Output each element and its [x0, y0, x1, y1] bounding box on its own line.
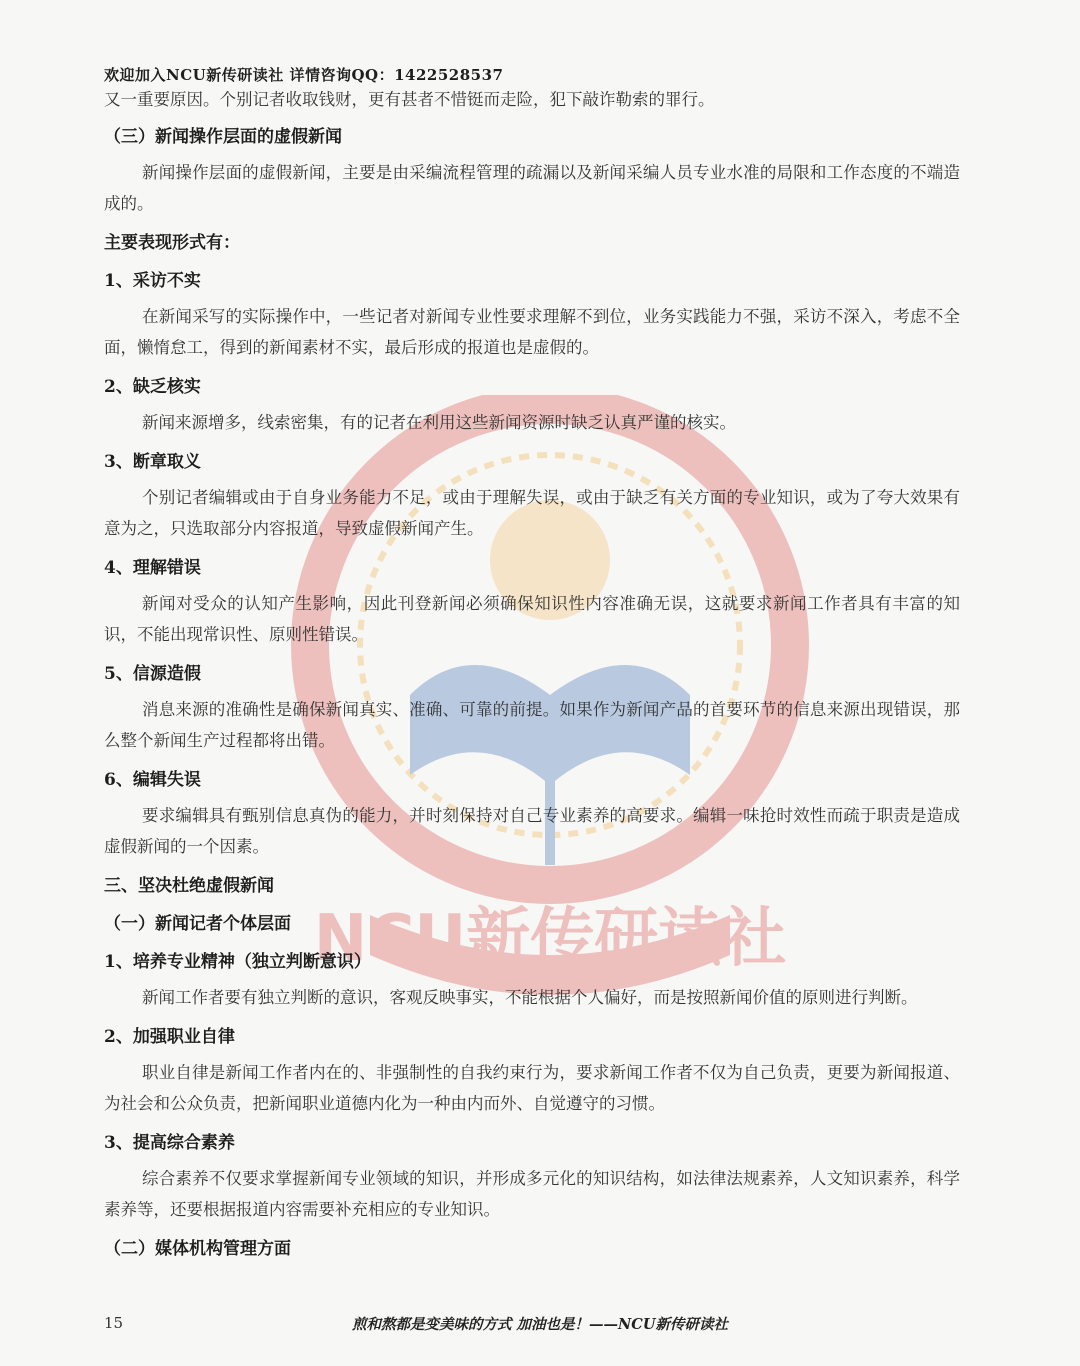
page-number: 15 [104, 1314, 124, 1332]
body-paragraph: 要求编辑具有甄别信息真伪的能力，并时刻保持对自己专业素养的高要求。编辑一味抢时效性而疏于职责是造成虚假新闻的一个因素。 [104, 806, 960, 856]
document-body [104, 86, 960, 1265]
page-header: 欢迎加入NCU新传研读社 详情咨询QQ：1422528537 [104, 66, 504, 84]
section-heading: 3、提高综合素养 [104, 1133, 235, 1153]
section-heading: 5、信源造假 [104, 664, 201, 684]
body-paragraph: 在新闻采写的实际操作中，一些记者对新闻专业性要求理解不到位，业务实践能力不强，采访不深入，考虑不全面，懒惰怠工，得到的新闻素材不实，最后形成的报道也是虚假的。 [104, 307, 960, 357]
section-heading: 2、缺乏核实 [104, 377, 201, 397]
watermark-text: NCU新传研读社 [313, 902, 787, 976]
body-paragraph: 个别记者编辑或由于自身业务能力不足，或由于理解失误，或由于缺乏有关方面的专业知识，或为了夸大效果有意为之，只选取部分内容报道，导致虚假新闻产生。 [104, 488, 960, 538]
section-heading: （二）媒体机构管理方面 [104, 1239, 291, 1259]
section-heading: 主要表现形式有： [104, 233, 240, 253]
section-heading: （一）新闻记者个体层面 [104, 914, 291, 934]
footer-slogan: 煎和熬都是变美味的方式 加油也是！——NCU新传研读社 [352, 1316, 728, 1333]
section-heading: 1、采访不实 [104, 271, 201, 291]
section-heading: 6、编辑失误 [104, 770, 201, 790]
body-paragraph: 消息来源的准确性是确保新闻真实、准确、可靠的前提。如果作为新闻产品的首要环节的信息来源出现错误，那么整个新闻生产过程都将出错。 [104, 700, 960, 750]
body-paragraph: 新闻操作层面的虚假新闻，主要是由采编流程管理的疏漏以及新闻采编人员专业水准的局限和工作态度的不端造成的。 [104, 163, 960, 213]
section-heading: 三、坚决杜绝虚假新闻 [104, 876, 274, 896]
body-paragraph: 综合素养不仅要求掌握新闻专业领域的知识，并形成多元化的知识结构，如法律法规素养，人文知识素养，科学素养等，还要根据报道内容需要补充相应的专业知识。 [104, 1169, 960, 1219]
body-paragraph: 新闻对受众的认知产生影响，因此刊登新闻必须确保知识性内容准确无误，这就要求新闻工作者具有丰富的知识，不能出现常识性、原则性错误。 [104, 594, 960, 644]
body-paragraph: 新闻来源增多，线索密集，有的记者在利用这些新闻资源时缺乏认真严谨的核实。 [142, 413, 736, 432]
section-heading: 2、加强职业自律 [104, 1027, 235, 1047]
body-paragraph: 职业自律是新闻工作者内在的、非强制性的自我约束行为，要求新闻工作者不仅为自己负责，更要为新闻报道、为社会和公众负责，把新闻职业道德内化为一种由内而外、自觉遵守的习惯。 [104, 1063, 960, 1113]
section-heading: 4、理解错误 [104, 558, 201, 578]
section-heading: 1、培养专业精神（独立判断意识） [104, 952, 371, 972]
text-line: 又一重要原因。个别记者收取钱财，更有甚者不惜铤而走险，犯下敲诈勒索的罪行。 [104, 90, 715, 109]
section-heading: （三）新闻操作层面的虚假新闻 [104, 127, 342, 147]
body-paragraph: 新闻工作者要有独立判断的意识，客观反映事实，不能根据个人偏好，而是按照新闻价值的原则进行判断。 [142, 988, 918, 1007]
section-heading: 3、断章取义 [104, 452, 201, 472]
